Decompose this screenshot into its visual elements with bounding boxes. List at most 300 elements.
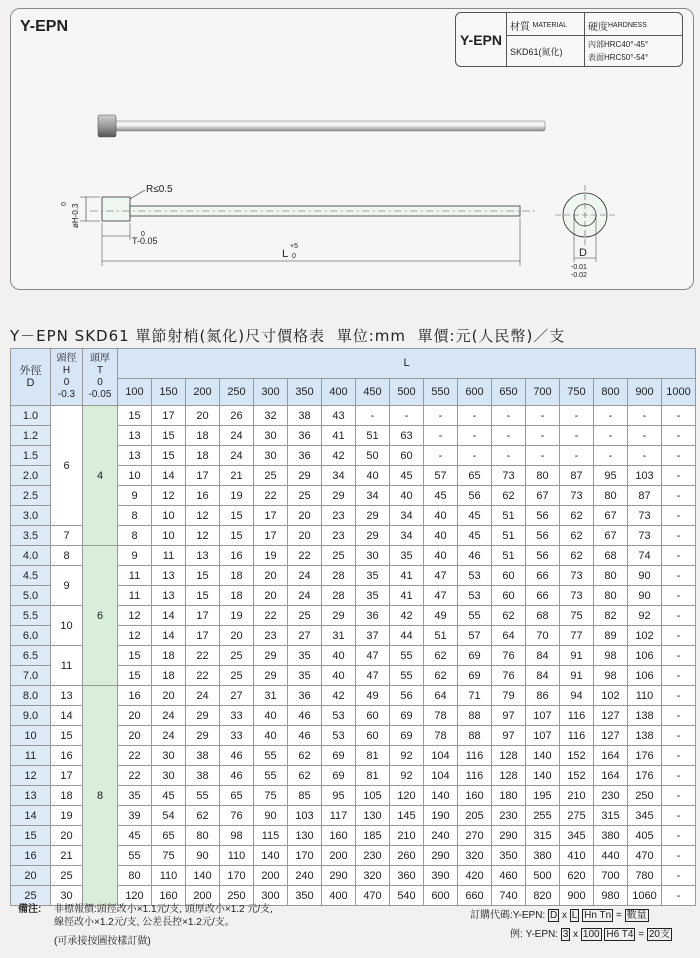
price-cell: 80 [526,466,560,486]
t-dimension-zero: 0 [141,231,145,238]
price-cell: 17 [186,626,220,646]
price-cell: 78 [424,726,458,746]
price-cell: - [662,626,696,646]
outer-diameter-cell: 8.0 [11,686,51,706]
price-cell: 42 [322,686,356,706]
price-cell: 50 [356,446,390,466]
price-cell: 25 [254,466,288,486]
length-header: 700 [526,378,560,405]
price-cell: 13 [152,586,186,606]
price-cell: 73 [492,466,526,486]
price-cell: 17 [254,526,288,546]
notes-line-3: (可承接按圖按樣訂做) [54,936,151,947]
price-cell: 8 [118,526,152,546]
price-cell: 31 [322,626,356,646]
price-cell: 275 [560,806,594,826]
price-cell: 200 [254,866,288,886]
price-cell: 73 [560,566,594,586]
hardness-label: 硬度 [588,21,608,33]
pin-side-view [80,190,535,266]
price-cell: 80 [594,486,628,506]
price-cell: 380 [526,846,560,866]
price-cell: - [628,406,662,426]
price-cell: 380 [594,826,628,846]
price-cell: 45 [458,526,492,546]
price-table [10,348,696,906]
outer-diameter-cell: 4.0 [11,546,51,566]
price-cell: - [662,426,696,446]
price-cell: 106 [628,666,662,686]
price-cell: - [662,546,696,566]
price-cell: 92 [390,746,424,766]
price-cell: 54 [152,806,186,826]
price-cell: 320 [356,866,390,886]
price-cell: - [662,686,696,706]
price-cell: 127 [594,706,628,726]
price-cell: 20 [220,626,254,646]
head-diameter-cell: 7 [51,526,83,546]
price-cell: 36 [288,446,322,466]
price-cell: 97 [492,706,526,726]
price-cell: 20 [118,706,152,726]
outer-diameter-cell: 1.2 [11,426,51,446]
price-cell: 13 [118,446,152,466]
price-cell: - [662,486,696,506]
price-cell: - [424,426,458,446]
price-cell: 200 [186,886,220,906]
price-cell: 20 [254,586,288,606]
price-cell: - [662,706,696,726]
outer-diameter-cell: 15 [11,826,51,846]
price-cell: 320 [458,846,492,866]
price-cell: 116 [458,766,492,786]
price-cell: 67 [594,506,628,526]
outer-diameter-cell: 2.0 [11,466,51,486]
price-cell: 17 [186,606,220,626]
price-cell: 13 [152,566,186,586]
price-cell: 11 [152,546,186,566]
d-dimension-upper: -0.01 [571,264,587,271]
length-header: 100 [118,378,152,405]
price-cell: 14 [152,606,186,626]
price-cell: 73 [628,526,662,546]
price-cell: 12 [186,506,220,526]
price-cell: - [458,446,492,466]
price-cell: 88 [458,726,492,746]
price-cell: 22 [254,486,288,506]
head-diameter-cell: 11 [51,646,83,686]
price-cell: 140 [424,786,458,806]
l-dimension-lower: 0 [292,253,296,260]
price-cell: 40 [424,526,458,546]
price-cell: 34 [390,506,424,526]
pin-photo [98,115,545,137]
price-cell: 620 [560,866,594,886]
price-cell: 15 [220,526,254,546]
price-cell: 66 [526,566,560,586]
price-cell: 55 [390,666,424,686]
price-cell: - [492,446,526,466]
price-cell: 106 [628,646,662,666]
price-cell: 64 [424,686,458,706]
price-cell: 116 [458,746,492,766]
length-header: 450 [356,378,390,405]
price-cell: - [662,806,696,826]
price-cell: 290 [322,866,356,886]
price-cell: 46 [220,746,254,766]
price-cell: 75 [152,846,186,866]
price-cell: 45 [118,826,152,846]
price-cell: 30 [356,546,390,566]
price-cell: - [662,846,696,866]
price-cell: 77 [560,626,594,646]
price-cell: 36 [356,606,390,626]
price-cell: 107 [526,706,560,726]
price-cell: 116 [560,706,594,726]
price-cell: 350 [288,886,322,906]
length-header: 150 [152,378,186,405]
price-cell: 103 [288,806,322,826]
price-cell: 80 [594,566,628,586]
price-cell: 18 [152,646,186,666]
price-cell: 22 [288,546,322,566]
price-cell: 10 [152,526,186,546]
price-cell: 190 [424,806,458,826]
length-header: 300 [254,378,288,405]
example-label: 例: [510,929,523,940]
notes-line-1: 非標報價:頭徑改小×1.1元/支, 頭厚改小×1.2 元/支, [54,904,273,915]
t-dimension-label: T-0.05 [132,236,158,246]
price-cell: 230 [594,786,628,806]
price-cell: 15 [118,666,152,686]
outer-diameter-cell: 14 [11,806,51,826]
price-cell: 400 [322,886,356,906]
price-cell: 57 [458,626,492,646]
price-cell: - [526,406,560,426]
outer-diameter-cell: 7.0 [11,666,51,686]
price-cell: 24 [152,726,186,746]
price-cell: 62 [492,606,526,626]
price-cell: 62 [492,486,526,506]
price-cell: 152 [560,766,594,786]
price-cell: 56 [526,506,560,526]
header-head-diameter: 頭徑 H 0 -0.3 [51,349,83,406]
price-cell: 22 [118,746,152,766]
price-cell: 12 [152,486,186,506]
price-cell: - [662,766,696,786]
hardness-label-en: HARDNESS [608,21,647,29]
price-cell: 130 [288,826,322,846]
price-cell: 140 [254,846,288,866]
table-row [11,546,696,566]
head-diameter-cell: 21 [51,846,83,866]
price-cell: 410 [560,846,594,866]
price-cell: 73 [560,486,594,506]
price-cell: 62 [560,546,594,566]
material-value: SKD61(氮化) [510,46,563,57]
head-diameter-cell: 9 [51,566,83,606]
price-cell: 38 [186,766,220,786]
price-cell: 34 [322,466,356,486]
price-cell: 53 [458,586,492,606]
price-cell: 76 [220,806,254,826]
price-cell: 27 [220,686,254,706]
price-cell: 56 [390,686,424,706]
radius-note: R≤0.5 [146,184,173,195]
price-cell: 42 [390,606,424,626]
technical-drawing [0,0,700,300]
price-cell: 170 [288,846,322,866]
length-header: 650 [492,378,526,405]
price-cell: 60 [492,586,526,606]
price-cell: 22 [186,646,220,666]
price-cell: 270 [458,826,492,846]
head-thickness-cell: 8 [83,686,118,906]
price-cell: 81 [356,766,390,786]
length-header: 600 [458,378,492,405]
price-cell: 74 [628,546,662,566]
price-cell: 94 [560,686,594,706]
price-cell: 92 [390,766,424,786]
price-cell: 500 [526,866,560,886]
price-cell: 62 [288,746,322,766]
price-cell: 345 [628,806,662,826]
price-cell: 15 [118,406,152,426]
price-cell: 315 [526,826,560,846]
price-cell: 67 [594,526,628,546]
price-cell: 440 [594,846,628,866]
l-dimension-upper: +5 [290,243,298,250]
price-cell: 16 [220,546,254,566]
price-cell: 90 [254,806,288,826]
hardness-surface: 表面HRC50°-54° [588,53,649,62]
price-cell: 18 [220,566,254,586]
price-cell: 11 [118,586,152,606]
length-header: 400 [322,378,356,405]
price-cell: 29 [322,606,356,626]
price-cell: - [594,406,628,426]
length-header: 750 [560,378,594,405]
price-cell: 23 [322,506,356,526]
price-cell: 40 [424,546,458,566]
price-cell: 26 [220,406,254,426]
order-code-tn: Tn [599,910,612,921]
head-diameter-cell: 6 [51,406,83,526]
price-cell: 22 [118,766,152,786]
price-cell: 13 [186,546,220,566]
hardness-inner: 內部HRC40°-45° [588,40,649,49]
price-cell: 200 [322,846,356,866]
price-cell: 15 [152,446,186,466]
order-example-line [510,925,672,941]
price-cell: 140 [526,746,560,766]
price-cell: 11 [118,566,152,586]
price-cell: 60 [390,446,424,466]
price-cell: 87 [560,466,594,486]
price-cell: 65 [152,826,186,846]
outer-diameter-cell: 25 [11,886,51,906]
length-header: 250 [220,378,254,405]
price-cell: 46 [458,546,492,566]
example-model: Y-EPN: [525,929,558,940]
price-cell: 420 [458,866,492,886]
outer-diameter-cell: 12 [11,766,51,786]
head-diameter-cell: 15 [51,726,83,746]
price-cell: 29 [288,466,322,486]
price-cell: 22 [254,606,288,626]
price-cell: 40 [322,666,356,686]
price-cell: 85 [288,786,322,806]
price-cell: 75 [254,786,288,806]
price-cell: 46 [288,706,322,726]
price-cell: 290 [424,846,458,866]
price-cell: 360 [390,866,424,886]
price-cell: 152 [560,746,594,766]
order-code-hn-tn [582,909,613,922]
price-cell: 127 [594,726,628,746]
outer-diameter-cell: 6.0 [11,626,51,646]
price-cell: 24 [152,706,186,726]
price-cell: 16 [186,486,220,506]
price-cell: 56 [458,486,492,506]
price-cell: 15 [152,426,186,446]
price-cell: 120 [390,786,424,806]
price-cell: 62 [424,666,458,686]
length-header: 550 [424,378,458,405]
price-cell: 80 [186,826,220,846]
price-cell: 84 [526,666,560,686]
price-cell: 18 [220,586,254,606]
price-cell: - [560,406,594,426]
order-code-d: D [549,910,558,921]
price-cell: 32 [254,406,288,426]
price-cell: 27 [288,626,322,646]
price-cell: 73 [628,506,662,526]
price-cell: 240 [288,866,322,886]
price-cell: 36 [288,686,322,706]
spec-model: Y-EPN [456,13,507,66]
notes-label: 備注: [18,904,42,915]
price-cell: - [628,446,662,466]
price-cell: 68 [594,546,628,566]
price-cell: 90 [628,586,662,606]
price-cell: 70 [526,626,560,646]
price-cell: 20 [152,686,186,706]
order-code-qty: 數量 [626,910,647,921]
price-cell: 25 [322,546,356,566]
price-cell: 38 [186,746,220,766]
price-cell: 76 [492,666,526,686]
price-cell: 35 [288,646,322,666]
price-cell: - [662,646,696,666]
price-cell: 9 [118,546,152,566]
price-cell: - [526,446,560,466]
price-cell: 20 [118,726,152,746]
outer-diameter-cell: 3.5 [11,526,51,546]
price-cell: 24 [220,426,254,446]
price-cell: 405 [628,826,662,846]
price-cell: 22 [186,666,220,686]
order-code-l: L [571,910,578,921]
price-cell: 60 [356,706,390,726]
outer-diameter-cell: 16 [11,846,51,866]
price-cell: - [458,406,492,426]
price-cell: 25 [220,646,254,666]
price-cell: 14 [152,466,186,486]
price-cell: 51 [492,526,526,546]
price-cell: 46 [288,726,322,746]
price-cell: 53 [322,726,356,746]
price-cell: 110 [628,686,662,706]
price-cell: 660 [458,886,492,906]
price-cell: 17 [254,506,288,526]
price-cell: 56 [526,546,560,566]
price-cell: 34 [356,486,390,506]
price-cell: 47 [424,586,458,606]
l-dimension-label: L [282,248,289,260]
price-cell: 98 [594,646,628,666]
price-cell: 102 [628,626,662,646]
price-cell: 51 [492,506,526,526]
example-h-t [604,928,635,941]
header-length: L [118,349,696,379]
price-cell: 17 [152,406,186,426]
table-row [11,406,696,426]
price-cell: 117 [322,806,356,826]
price-cell: 160 [458,786,492,806]
price-cell: 35 [356,586,390,606]
price-cell: 160 [152,886,186,906]
length-header: 350 [288,378,322,405]
header-head-thickness: 頭厚 T 0 -0.05 [83,349,118,406]
head-thickness-cell: 6 [83,546,118,686]
price-cell: 51 [492,546,526,566]
price-cell: 95 [594,466,628,486]
price-cell: 24 [288,566,322,586]
head-diameter-cell: 8 [51,546,83,566]
price-cell: 104 [424,766,458,786]
price-cell: 68 [526,606,560,626]
table-row [11,686,696,706]
price-cell: - [492,426,526,446]
title-main: Y－EPN SKD61 單節射梢(氮化)尺寸價格表 [10,327,326,345]
price-cell: 15 [118,646,152,666]
price-cell: - [662,506,696,526]
price-table-title [10,325,565,346]
price-cell: - [424,446,458,466]
price-cell: - [628,426,662,446]
price-cell: 350 [492,846,526,866]
price-cell: 69 [458,666,492,686]
price-cell: 115 [254,826,288,846]
price-cell: 470 [628,846,662,866]
outer-diameter-cell: 10 [11,726,51,746]
price-cell: 62 [424,646,458,666]
price-cell: 250 [628,786,662,806]
outer-diameter-cell: 1.5 [11,446,51,466]
price-cell: 25 [288,606,322,626]
price-cell: 290 [492,826,526,846]
price-cell: 25 [220,666,254,686]
outer-diameter-cell: 5.5 [11,606,51,626]
price-cell: - [662,826,696,846]
price-cell: 45 [458,506,492,526]
price-cell: 740 [492,886,526,906]
price-cell: 49 [356,686,390,706]
price-cell: 57 [424,466,458,486]
price-cell: 40 [254,706,288,726]
head-diameter-cell: 13 [51,686,83,706]
